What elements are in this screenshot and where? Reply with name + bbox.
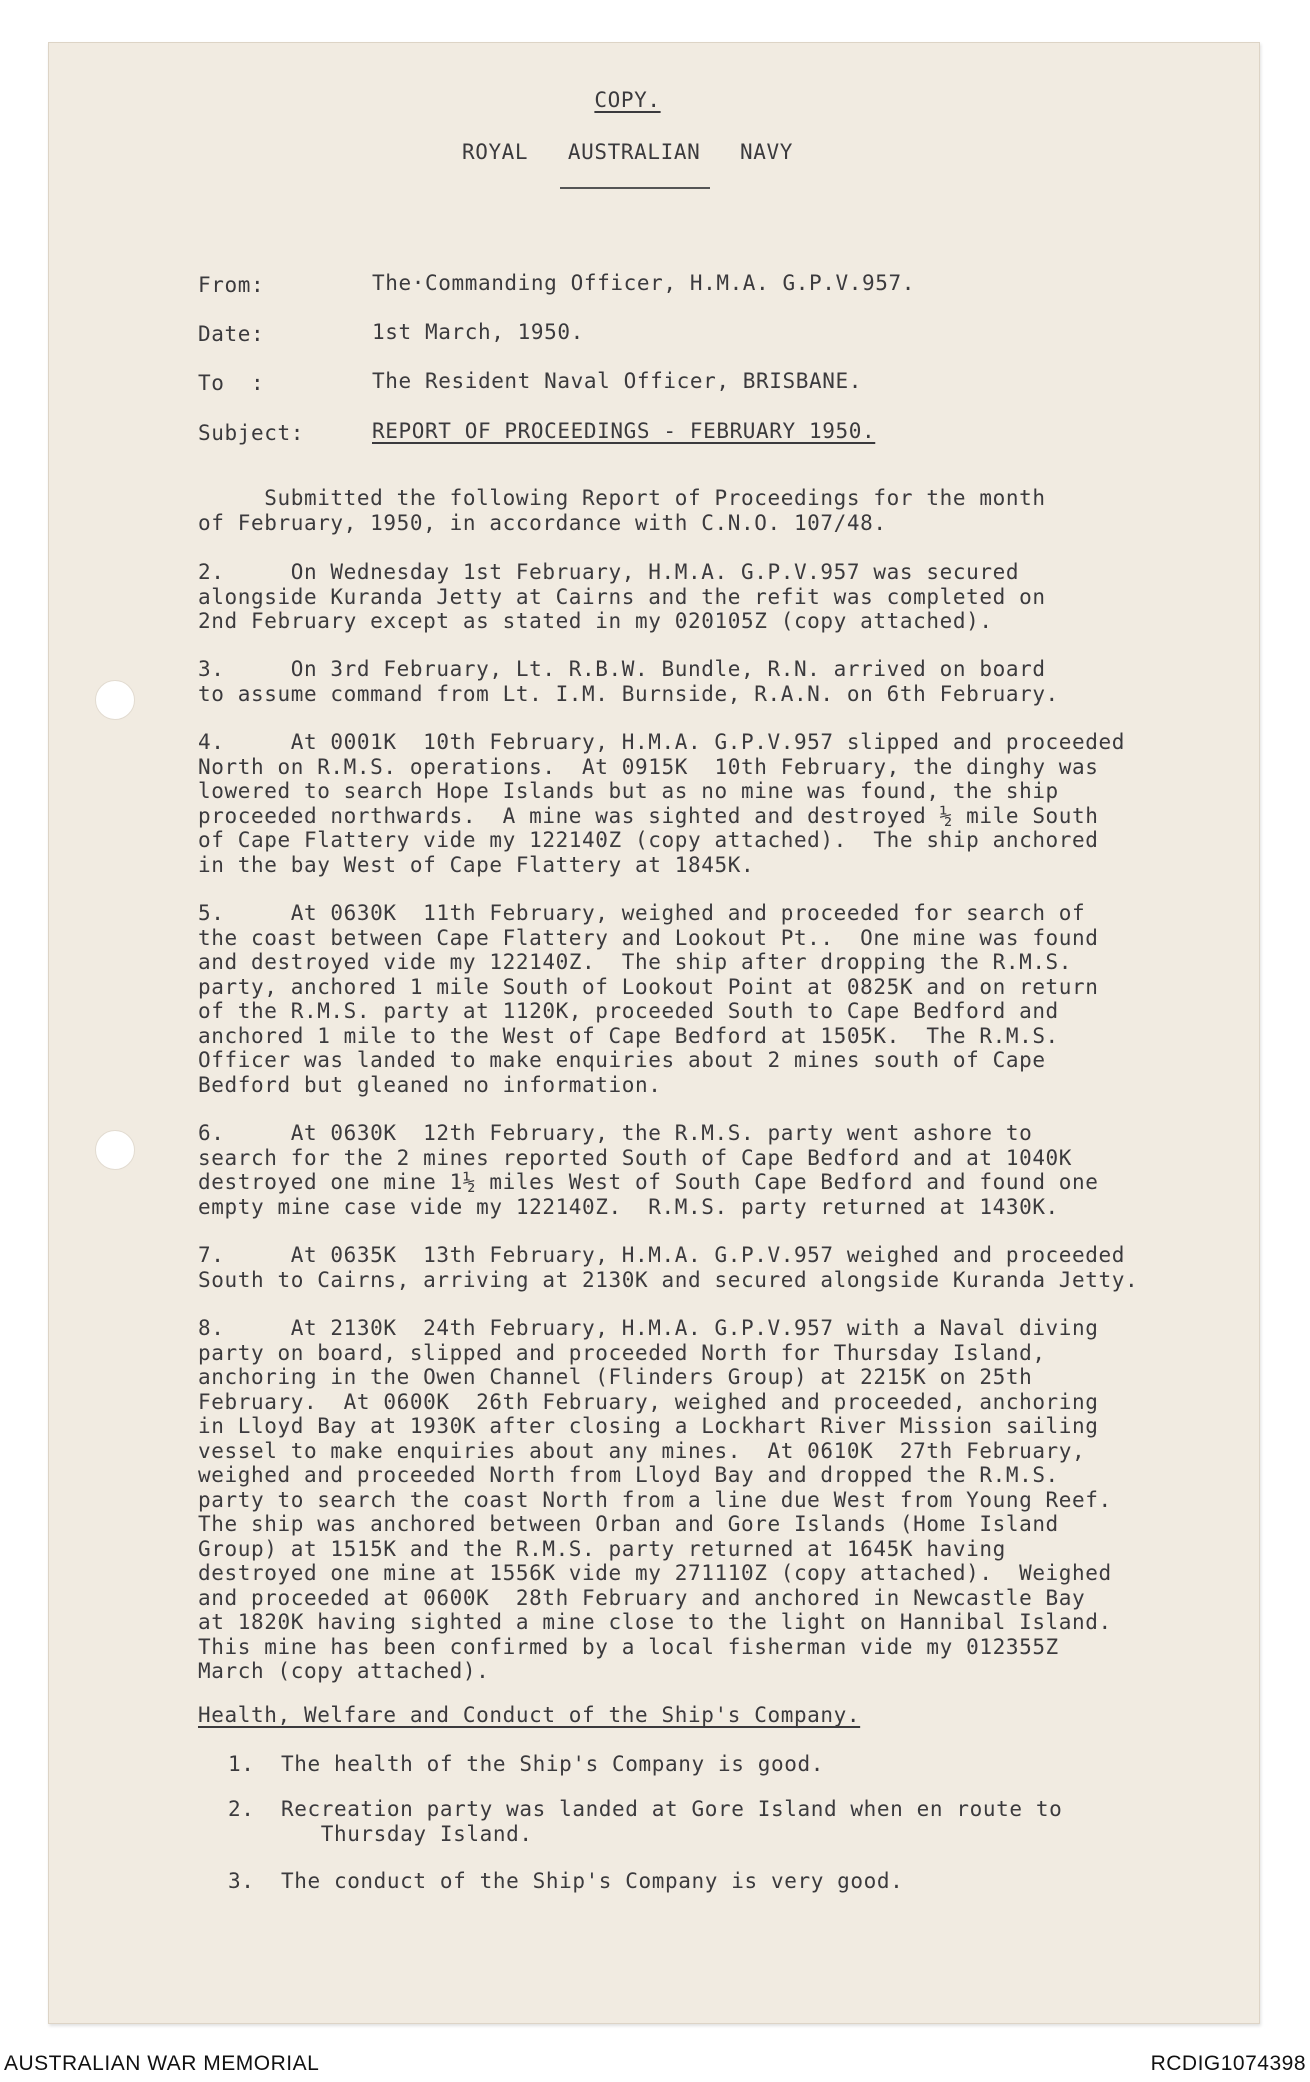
subject-label: Subject: [198, 421, 304, 445]
paragraph-8: 8. At 2130K 24th February, H.M.A. G.P.V.957 with a Naval diving party on board, slipped and proceeded North for Thursday Island, anchoring in the Owen Channel (Flinders Group) at 2215K on 25th February. At 0600K 26th February, weighed and proceeded, anchoring in Lloyd Bay at 1930K after closing a Lockhart River Mission sailing vessel to make enquiries about any mines. At 0610K 27th February, weighed and proceeded North from Lloyd Bay and dropped the R.M.S. party to search the coast North from a line due West from Young Reef. The ship was anchored between Orban and Gore Islands (Home Island Group) at 1515K and the R.M.S. party returned at 1645K having destroyed one mine at 1556K vide my 271110Z (copy attached). Weighed and proceeded at 0600K 28th February and anchored in Newcastle Bay at 1820K having sighted a mine close to the light on Hannibal Island. This mine has been confirmed by a local fisherman vide my 012355Z March (copy attached). [198, 1316, 1112, 1683]
from-value: The·Commanding Officer, H.M.A. G.P.V.957. [372, 271, 915, 295]
to-value: The Resident Naval Officer, BRISBANE. [372, 369, 862, 393]
health-item-1: 1. The health of the Ship's Company is good. [228, 1752, 824, 1776]
copy-heading: COPY. [594, 88, 661, 112]
from-label: From: [198, 273, 265, 297]
to-label: To : [198, 371, 265, 395]
paragraph-5: 5. At 0630K 11th February, weighed and proceeded for search of the coast between Cape Flattery and Lookout Pt.. One mine was found and destroyed vide my 122140Z. The ship after dropping the R.M.S. party, anchored 1 mile South of Lookout Point at 0825K and on return of the R.M.S. party at 1120K, proceeded South to Cape Bedford and anchored 1 mile to the West of Cape Bedford at 1505K. The R.M.S. Officer was landed to make enquiries about 2 mines south of Cape Bedford but gleaned no information. [198, 901, 1099, 1097]
paragraph-6: 6. At 0630K 12th February, the R.M.S. party went ashore to search for the 2 mines reported South of Cape Bedford and at 1040K destroyed one mine 1½ miles West of South Cape Bedford and found one empty mine case vide my 122140Z. R.M.S. party returned at 1430K. [198, 1121, 1099, 1219]
heading-rule [560, 187, 710, 189]
date-value: 1st March, 1950. [372, 320, 584, 344]
footer-record-id: RCDIG1074398 [1150, 2052, 1306, 2075]
paragraph-7: 7. At 0635K 13th February, H.M.A. G.P.V.957 weighed and proceeded South to Cairns, arriving at 2130K and secured alongside Kuranda Jetty. [198, 1243, 1139, 1292]
paragraph-2: 2. On Wednesday 1st February, H.M.A. G.P.V.957 was secured alongside Kuranda Jetty at Cairns and the refit was completed on 2nd February except as stated in my 020105Z (copy attached). [198, 560, 1046, 633]
organization-heading: ROYAL AUSTRALIAN NAVY [461, 140, 794, 164]
punch-hole [95, 1130, 135, 1170]
paragraph-3: 3. On 3rd February, Lt. R.B.W. Bundle, R.N. arrived on board to assume command from Lt. I.M. Burnside, R.A.N. on 6th February. [198, 657, 1059, 706]
health-section-heading: Health, Welfare and Conduct of the Ship's Company. [198, 1703, 861, 1727]
date-label: Date: [198, 322, 265, 346]
subject-value: REPORT OF PROCEEDINGS - FEBRUARY 1950. [372, 419, 876, 443]
punch-hole [95, 680, 135, 720]
health-item-2: 2. Recreation party was landed at Gore Island when en route to Thursday Island. [228, 1797, 1063, 1846]
health-item-3: 3. The conduct of the Ship's Company is very good. [228, 1869, 904, 1893]
paragraph-1: Submitted the following Report of Proceedings for the month of February, 1950, in accordance with C.N.O. 107/48. [198, 486, 1046, 535]
footer-archive-name: AUSTRALIAN WAR MEMORIAL [4, 2052, 320, 2075]
paragraph-4: 4. At 0001K 10th February, H.M.A. G.P.V.957 slipped and proceeded North on R.M.S. operations. At 0915K 10th February, the dinghy was lowered to search Hope Islands but as no mine was found, the ship proceeded northwards. A mine was sighted and destroyed ½ mile South of Cape Flattery vide my 122140Z (copy attached). The ship anchored in the bay West of Cape Flattery at 1845K. [198, 730, 1126, 877]
